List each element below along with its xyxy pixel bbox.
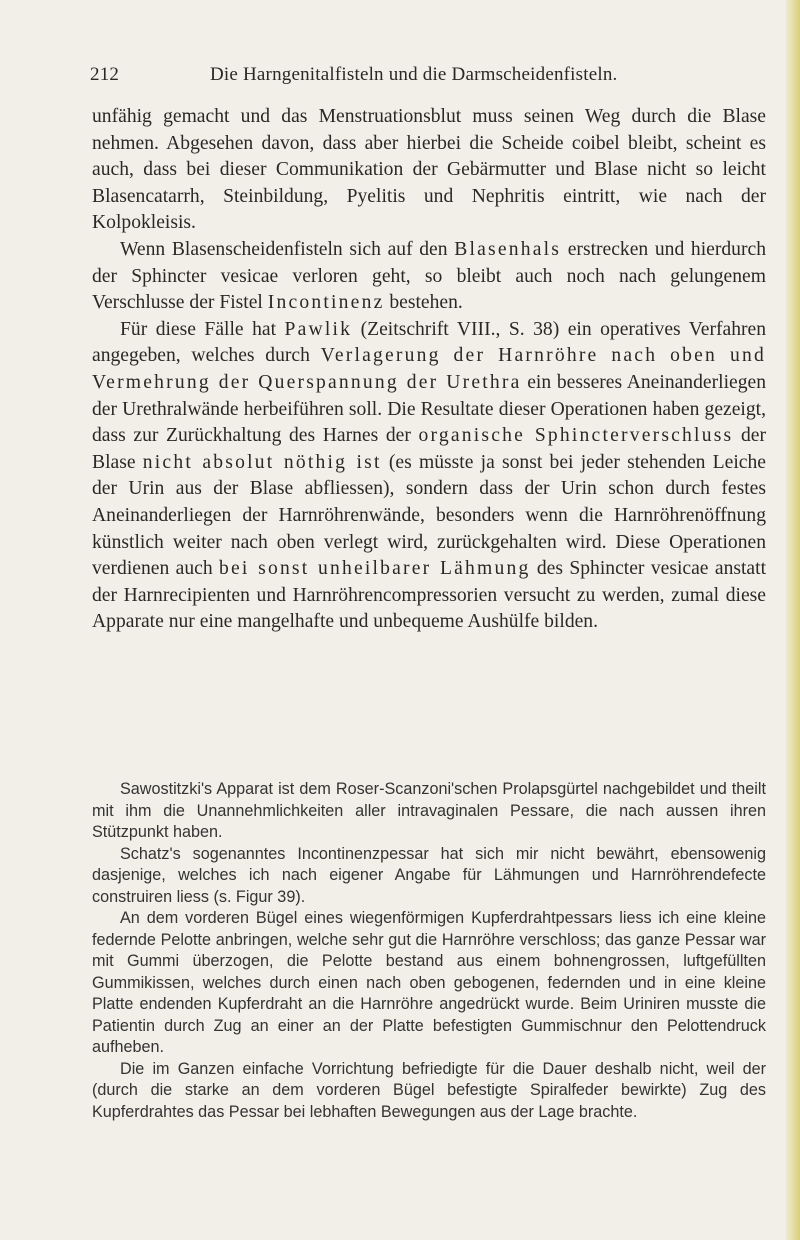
- small-print: [92, 779, 766, 1123]
- emphasis-verlagerung: Verlagerung der Harnröhre nach oben und Vermehrung der Querspannung der Urethra: [92, 345, 766, 393]
- page-edge: [786, 0, 800, 1240]
- small-paragraph-4: Die im Ganzen einfache Vorrichtung befriedigte für die Dauer deshalb nicht, weil der (durch die starke an dem vorderen Bügel befestigte Spiralfeder bewirkte) Zug des Kupferdrahtes das Pessar bei lebhaften Bewegungen aus der Lage brachte.: [92, 1059, 766, 1121]
- emphasis-sphincterverschluss: organische Sphincterverschluss: [418, 425, 734, 447]
- main-text: [92, 104, 766, 636]
- emphasis-incontinenz: Incontinenz: [267, 292, 385, 314]
- running-title: Die Harngenitalfisteln und die Darmscheidenfisteln.: [210, 64, 618, 85]
- paragraph-1: unfähig gemacht und das Menstruationsblut muss seinen Weg durch die Blase nehmen. Abgesehen davon, dass aber hierbei die Scheide coibel bleibt, scheint es auch, dass bei dieser Communikation der Gebärmutter und Blase nicht so leicht Blasencatarrh, Steinbildung, Pyelitis und Nephritis eintritt, wie nach der Kolpokleisis.: [92, 106, 766, 234]
- author-pawlik: Pawlik: [284, 318, 353, 340]
- paragraph-2: Wenn Blasenscheidenfisteln sich auf den Blasenhals erstrecken und hierdurch der Sphincter vesicae verloren geht, so bleibt auch noch nach gelungenem Verschlusse der Fistel Incontinenz bestehen.: [92, 238, 766, 314]
- emphasis-nicht-absolut: nicht absolut nöthig ist: [142, 451, 382, 473]
- small-paragraph-3: An dem vorderen Bügel eines wiegenförmigen Kupferdrahtpessars liess ich eine kleine federnde Pelotte anbringen, welche sehr gut die Harnröhre verschloss; das ganze Pessar war mit Gummi überzogen, die Pelotte bestand aus einem bohnengrossen, luftgefüllten Gummikissen, welches durch einen nach oben gebogenen, federnden und in eine kleine Platte endenden Kupferdraht an die Harnröhre angedrückt wurde. Beim Uriniren musste die Patientin durch Zug an einer an der Platte befestigten Gummischnur den Pelottendruck aufheben.: [92, 909, 766, 1056]
- emphasis-blasenhals: Blasenhals: [454, 238, 562, 260]
- emphasis-laehmung: bei sonst unheilbarer Lähmung: [219, 558, 531, 580]
- page-number: 212: [90, 64, 120, 85]
- small-paragraph-2: Schatz's sogenanntes Incontinenzpessar hat sich mir nicht bewährt, ebensowenig dasjenige, welches ich nach eigener Angabe für Lähmungen und Harnröhrendefecte construiren liess (s. Figur 39).: [92, 844, 766, 906]
- paragraph-3: Für diese Fälle hat Pawlik (Zeitschrift VIII., S. 38) ein operatives Verfahren angegeben, welches durch Verlagerung der Harnröhre nach oben und Vermehrung der Querspannung der Urethra ein besseres Aneinanderliegen der Urethralwände herbeiführen soll. Die Resultate dieser Operationen haben gezeigt, dass zur Zurückhaltung des Harnes der organische Sphincterverschluss der Blase nicht absolut nöthig ist (es müsste ja sonst bei jeder stehenden Leiche der Urin aus der Blase abfliessen), sondern dass der Urin schon durch festes Aneinanderliegen der Harnröhrenwände, besonders wenn die Harnröhrenöffnung künstlich weiter nach oben verlegt wird, zurückgehalten wird. Diese Operationen verdienen auch bei sonst unheilbarer Lähmung des Sphincter vesicae anstatt der Harnrecipienten und Harnröhrencompressorien versucht zu werden, zumal diese Apparate nur eine mangelhafte und unbequeme Aushülfe bilden.: [92, 318, 767, 633]
- small-paragraph-1: Sawostitzki's Apparat ist dem Roser-Scanzoni'schen Prolapsgürtel nachgebildet und theilt mit ihm die Unannehmlichkeiten aller intravaginalen Pessare, die nach aussen ihren Stützpunkt haben.: [92, 780, 766, 841]
